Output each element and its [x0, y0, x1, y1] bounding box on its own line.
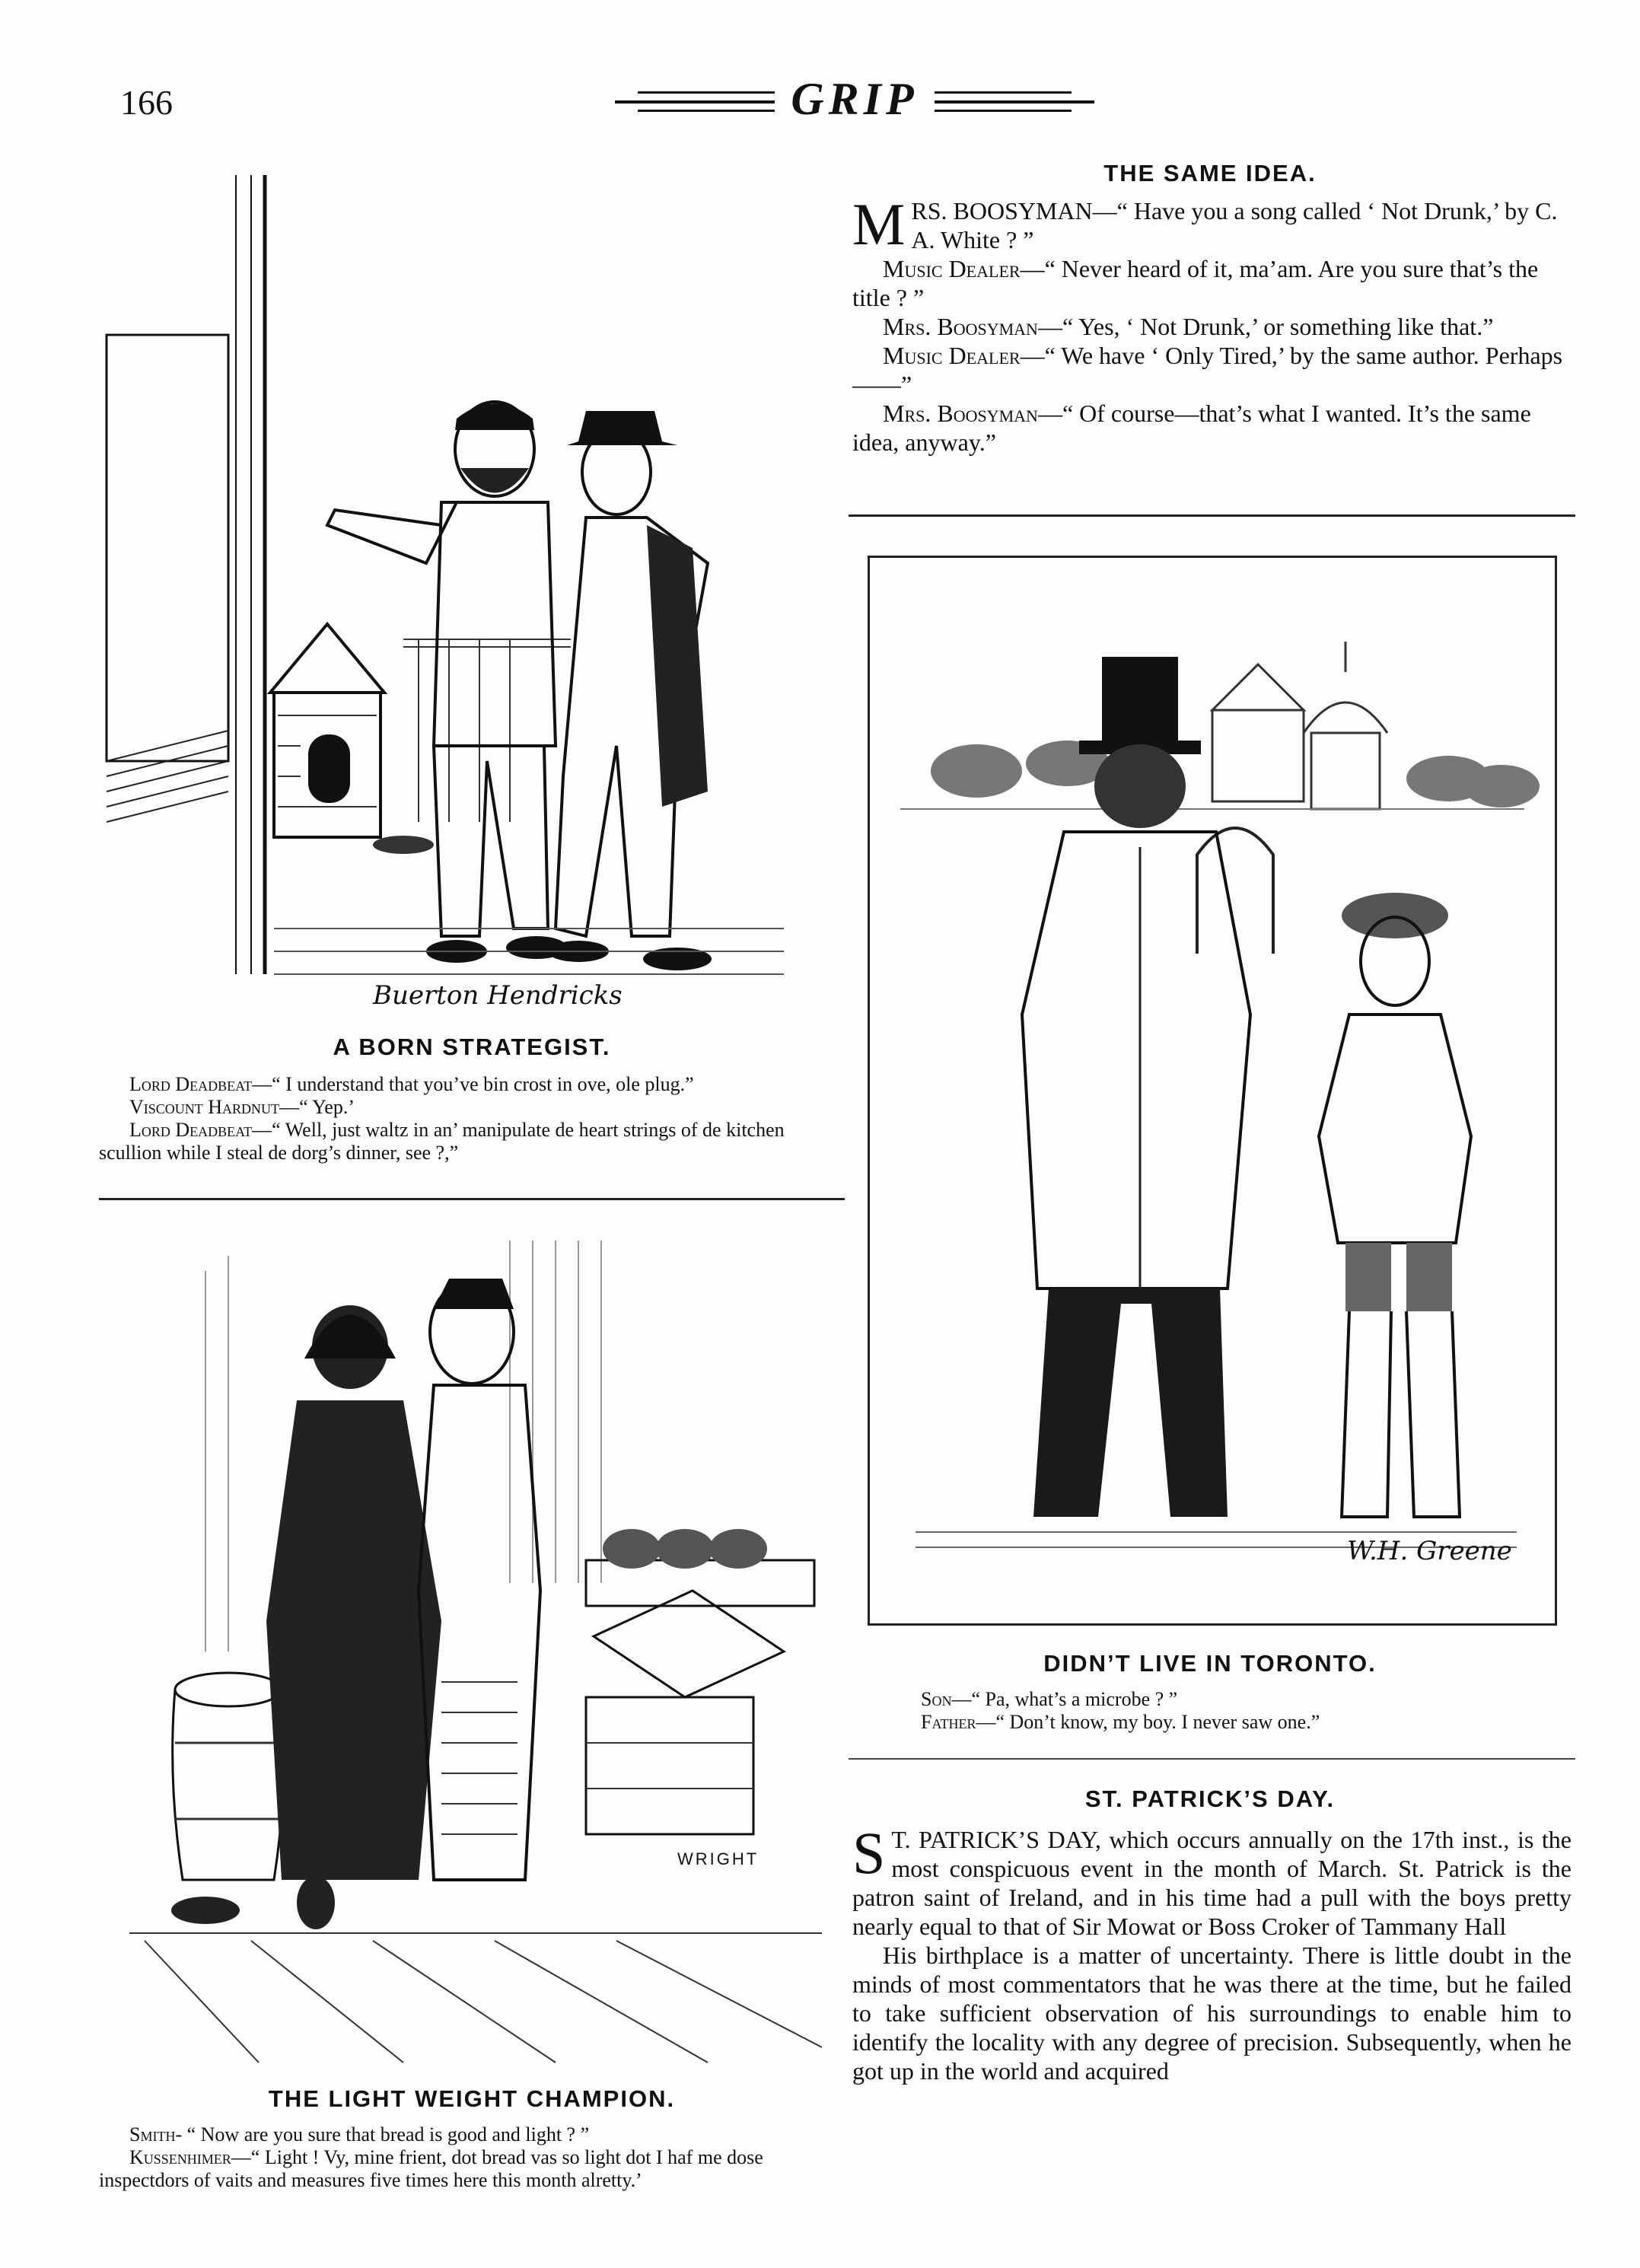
speaker-name: Mrs. Boosyman	[883, 400, 1038, 427]
drop-cap: M	[852, 191, 906, 257]
right-divider-bottom	[849, 1758, 1575, 1760]
left-divider	[99, 1198, 845, 1200]
same-idea-line-1	[852, 191, 1572, 257]
born-strategist-line-2	[99, 1096, 845, 1119]
light-weight-illustration	[99, 1225, 845, 2070]
born-strategist-line-1	[99, 1073, 845, 1096]
dialogue-text: —“ Yep.’	[279, 1096, 355, 1118]
drop-cap: S	[852, 1820, 886, 1886]
toronto-text	[852, 1688, 1568, 1734]
dialogue-text: —“ Have you a song called ‘ Not Drunk,’ by C. A. White ? ”	[911, 197, 1558, 253]
light-weight-text	[99, 2123, 845, 2192]
masthead-rule-left-bottom	[638, 110, 775, 112]
born-strategist-signature: Buerton Hendricks	[373, 980, 623, 1011]
dialogue-text: —“ Well, just waltz in an’ manipulate de heart strings of de kitchen scullion while I steal de dorg’s dinner, see ?,”	[99, 1119, 785, 1164]
masthead-rule-left-top	[638, 91, 775, 94]
toronto-line-2	[852, 1711, 1568, 1734]
dialogue-text: - “ Now are you sure that bread is good and light ? ”	[175, 2123, 590, 2145]
born-strategist-illustration	[99, 167, 845, 1020]
paragraph-text: His birthplace is a matter of uncertainty. There is little doubt in the minds of most commentators that he was there at the time, but he failed to take sufficient observation of his surroundings to enable him to identify the locality with any degree of precision. Subsequently, when he got up in the world and acquired	[852, 1941, 1572, 2085]
speaker-name: Smith	[129, 2123, 176, 2145]
dialogue-text: —“ Of course—that’s what I wanted. It’s the same idea, anyway.”	[852, 400, 1531, 456]
masthead-rule-right-top	[935, 91, 1072, 94]
right-divider-top	[849, 514, 1575, 517]
dialogue-text: —“ I understand that you’ve bin crost in ove, ole plug.”	[252, 1073, 694, 1095]
toronto-heading: DIDN’T LIVE IN TORONTO.	[1043, 1650, 1377, 1677]
speaker-name: Father	[921, 1711, 976, 1733]
dialogue-text: —“ We have ‘ Only Tired,’ by the same author. Perhaps——”	[852, 342, 1563, 398]
light-weight-drawing	[99, 1225, 845, 2070]
st-patrick-text	[852, 1820, 1572, 2085]
born-strategist-text	[99, 1073, 845, 1164]
same-idea-line-4	[852, 341, 1572, 399]
st-patrick-para-1	[852, 1820, 1572, 1941]
toronto-line-1	[852, 1688, 1568, 1711]
dialogue-text: —“ Never heard of it, ma’am. Are you sure that’s the title ? ”	[852, 255, 1539, 311]
dialogue-text: —“ Light ! Vy, mine frient, dot bread vas so light dot I haf me dose inspectdors of vaits and measures five times here this month alretty.’	[99, 2146, 763, 2191]
masthead-rule-right-bottom	[935, 110, 1072, 112]
speaker-name: Music Dealer	[883, 255, 1021, 282]
speaker-name: Son	[921, 1688, 952, 1710]
toronto-illustration	[868, 556, 1557, 1626]
same-idea-heading: THE SAME IDEA.	[1103, 160, 1317, 186]
masthead-title: GRIP	[791, 74, 919, 124]
speaker-name: Viscount Hardnut	[129, 1096, 280, 1118]
masthead	[615, 75, 1094, 128]
dialogue-text: —“ Yes, ‘ Not Drunk,’ or something like that.”	[1037, 313, 1494, 340]
speaker-name: Lord Deadbeat	[129, 1073, 253, 1095]
st-patrick-para-2	[852, 1941, 1572, 2085]
speaker-name: Music Dealer	[883, 342, 1021, 369]
paragraph-text: T. PATRICK’S DAY, which occurs annually on the 17th inst., is the most conspicuous event in the month of March. St. Patrick is the patron saint of Ireland, and in his time had a pull with the boys pretty nearly equal to that of Sir Mowat or Boss Croker of Tammany Hall	[852, 1826, 1572, 1940]
speaker-name: RS. BOOSYMAN	[911, 197, 1093, 225]
speaker-name: Lord Deadbeat	[129, 1119, 253, 1141]
born-strategist-heading: A BORN STRATEGIST.	[333, 1034, 611, 1060]
speaker-name: Kussenhimer	[129, 2146, 231, 2168]
st-patrick-heading: ST. PATRICK’S DAY.	[1084, 1785, 1336, 1812]
born-strategist-line-3	[99, 1119, 845, 1164]
same-idea-line-5	[852, 399, 1572, 457]
light-weight-line-2	[99, 2146, 845, 2192]
same-idea-line-3	[852, 312, 1572, 341]
light-weight-heading: THE LIGHT WEIGHT CHAMPION.	[268, 2085, 676, 2112]
masthead-rule-left	[615, 100, 775, 104]
toronto-drawing	[870, 558, 1555, 1623]
light-weight-signature: WRIGHT	[677, 1849, 759, 1868]
light-weight-line-1	[99, 2123, 845, 2146]
toronto-signature: W.H. Greene	[1347, 1536, 1512, 1566]
page-number: 166	[120, 83, 173, 122]
same-idea-text	[852, 191, 1572, 457]
dialogue-text: —“ Pa, what’s a microbe ? ”	[951, 1688, 1178, 1710]
dialogue-text: —“ Don’t know, my boy. I never saw one.”	[976, 1711, 1320, 1733]
born-strategist-drawing	[99, 167, 845, 1020]
masthead-rule-right	[935, 100, 1094, 104]
same-idea-line-2	[852, 254, 1572, 312]
speaker-name: Mrs. Boosyman	[883, 313, 1038, 340]
